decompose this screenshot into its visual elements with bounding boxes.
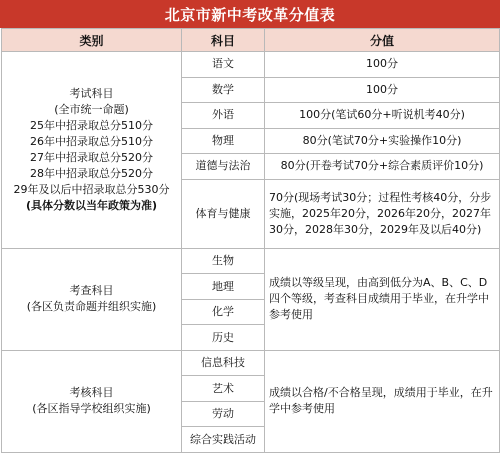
subject-cell: 地理 (182, 274, 265, 300)
score-cell: 成绩以等级呈现，由高到低分为A、B、C、D四个等级，考查科目成绩用于毕业，在升学中参考使用 (265, 248, 500, 350)
category-exam (2, 52, 182, 249)
subject-cell: 语文 (182, 52, 265, 78)
subject-cell: 外语 (182, 103, 265, 129)
category-title: 考查科目 (69, 284, 114, 298)
policy-note: (具体分数以当年政策为准) (25, 198, 158, 212)
subject-cell: 信息科技 (182, 350, 265, 376)
score-cell: 100分 (265, 77, 500, 103)
table-row (2, 350, 500, 376)
score-cell: 成绩以合格/不合格呈现，成绩用于毕业，在升学中参考使用 (265, 350, 500, 452)
category-note: (各区指导学校组织实施) (32, 402, 151, 416)
header-score: 分值 (265, 29, 500, 52)
subject-cell: 化学 (182, 299, 265, 325)
category-evaluation (2, 350, 182, 452)
category-note: (各区负责命题并组织实施) (26, 300, 157, 314)
subject-cell: 道德与法治 (182, 154, 265, 180)
score-cell: 80分(开卷考试70分+综合素质评价10分) (265, 154, 500, 180)
score-cell: 70分(现场考试30分；过程性考核40分，分步实施，2025年20分，2026年20分，2027年30分，2028年30分，2029年及以后40分) (265, 179, 500, 248)
subject-cell: 体育与健康 (182, 179, 265, 248)
score-cell: 80分(笔试70分+实验操作10分) (265, 128, 500, 154)
total-score-2028: 28年中招录取总分520分 (30, 166, 153, 180)
subject-cell: 历史 (182, 325, 265, 351)
table-row (2, 248, 500, 274)
subject-cell: 劳动 (182, 401, 265, 427)
category-note: (全市统一命题) (54, 102, 129, 116)
score-cell: 100分 (265, 52, 500, 78)
subject-cell: 综合实践活动 (182, 427, 265, 453)
category-title: 考核科目 (69, 386, 114, 400)
subject-cell: 艺术 (182, 376, 265, 402)
table-row (2, 52, 500, 78)
header-subject: 科目 (182, 29, 265, 52)
category-title: 考试科目 (69, 86, 114, 100)
subject-cell: 生物 (182, 248, 265, 274)
score-table (1, 28, 500, 453)
total-score-2027: 27年中招录取总分520分 (30, 150, 153, 164)
subject-cell: 数学 (182, 77, 265, 103)
total-score-2026: 26年中招录取总分510分 (30, 134, 153, 148)
category-assessment (2, 248, 182, 350)
header-category: 类别 (2, 29, 182, 52)
page-title: 北京市新中考改革分值表 (0, 0, 500, 28)
subject-cell: 物理 (182, 128, 265, 154)
score-cell: 100分(笔试60分+听说机考40分) (265, 103, 500, 129)
total-score-2025: 25年中招录取总分510分 (30, 118, 153, 132)
total-score-2029: 29年及以后中招录取总分530分 (13, 182, 170, 196)
table-header-row (2, 29, 500, 52)
